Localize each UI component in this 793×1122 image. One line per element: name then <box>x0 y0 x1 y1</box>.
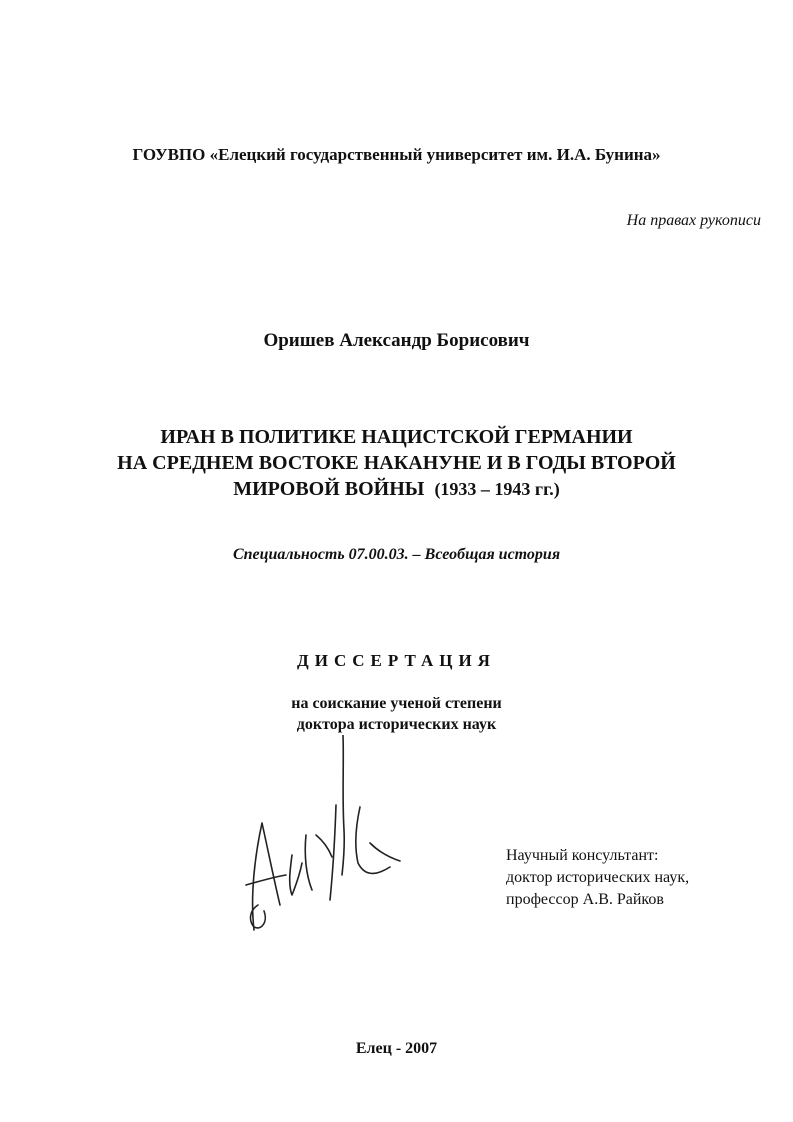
manuscript-note: На правах рукописи <box>626 212 761 229</box>
degree-line: доктора исторических наук <box>296 716 497 733</box>
author-name: Оришев Александр Борисович <box>263 330 530 351</box>
title-line: НА СРЕДНЕМ ВОСТОКЕ НАКАНУНЕ И В ГОДЫ ВТОРОЙ <box>117 452 676 474</box>
consultant-line: доктор исторических наук, <box>506 869 690 886</box>
title-line: ИРАН В ПОЛИТИКЕ НАЦИСТСКОЙ ГЕРМАНИИ <box>160 426 633 448</box>
place-and-year: Елец - 2007 <box>355 1040 438 1057</box>
consultant-line: профессор А.В. Райков <box>506 891 664 908</box>
scientific-consultant <box>506 845 689 911</box>
degree-statement <box>0 693 793 735</box>
specialty: Специальность 07.00.03. – Всеобщая история <box>232 546 561 563</box>
dissertation-title <box>0 424 793 502</box>
handwritten-signature <box>240 735 420 945</box>
title-years: (1933 – 1943 гг.) <box>434 479 560 499</box>
document-type: ДИССЕРТАЦИЯ <box>297 651 496 670</box>
consultant-line: Научный консультант: <box>506 847 659 864</box>
university-header: ГОУВПО «Елецкий государственный университет им. И.А. Бунина» <box>132 145 661 164</box>
title-line-last <box>0 476 793 502</box>
degree-line: на соискание ученой степени <box>291 695 502 712</box>
title-line: МИРОВОЙ ВОЙНЫ <box>233 478 425 500</box>
